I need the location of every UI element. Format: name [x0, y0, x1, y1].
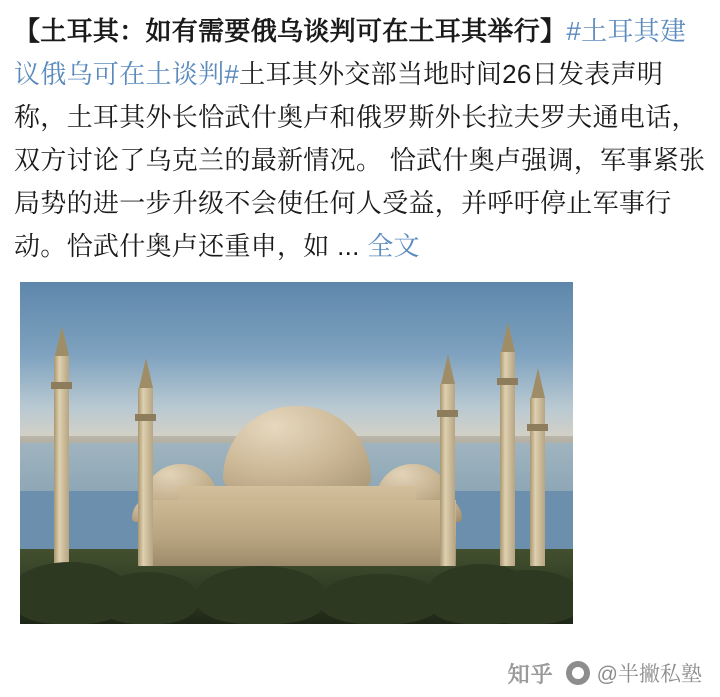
tree-6 [473, 570, 573, 624]
tree-4 [320, 574, 440, 624]
mosque-lower-body [138, 500, 456, 566]
post-body: 土耳其外交部当地时间26日发表声明称，土耳其外长恰武什奥卢和俄罗斯外长拉夫罗夫通电话，双方讨论了乌克兰的最新情况。 恰武什奥卢强调，军事紧张局势的进一步升级不会使任何人受益，并呼吁停止军事行动。恰武什奥卢还重申，如 ... [14, 59, 706, 261]
post-text-block [0, 0, 720, 268]
minaret-3 [440, 384, 455, 566]
tree-3 [196, 566, 326, 624]
expand-full-text-link[interactable]: 全文 [367, 231, 420, 261]
zhihu-logo: 知乎 [507, 661, 554, 687]
post-headline: 【土耳其：如有需要俄乌谈判可在土耳其举行】 [14, 16, 567, 46]
post-hashtag[interactable]: #土耳其建议俄乌可在土谈判# [14, 16, 687, 89]
dome-main [223, 406, 371, 488]
minaret-1 [54, 356, 69, 566]
post-image[interactable] [20, 282, 573, 624]
post-footer [0, 649, 720, 697]
author-name[interactable]: @半撇私塾 [596, 663, 702, 686]
author-credit [566, 658, 702, 688]
minaret-4 [500, 352, 515, 566]
mosque-building [132, 376, 462, 566]
tree-2 [98, 572, 198, 624]
user-avatar-icon [566, 661, 590, 685]
minaret-2 [138, 388, 153, 566]
minaret-5 [530, 398, 545, 566]
